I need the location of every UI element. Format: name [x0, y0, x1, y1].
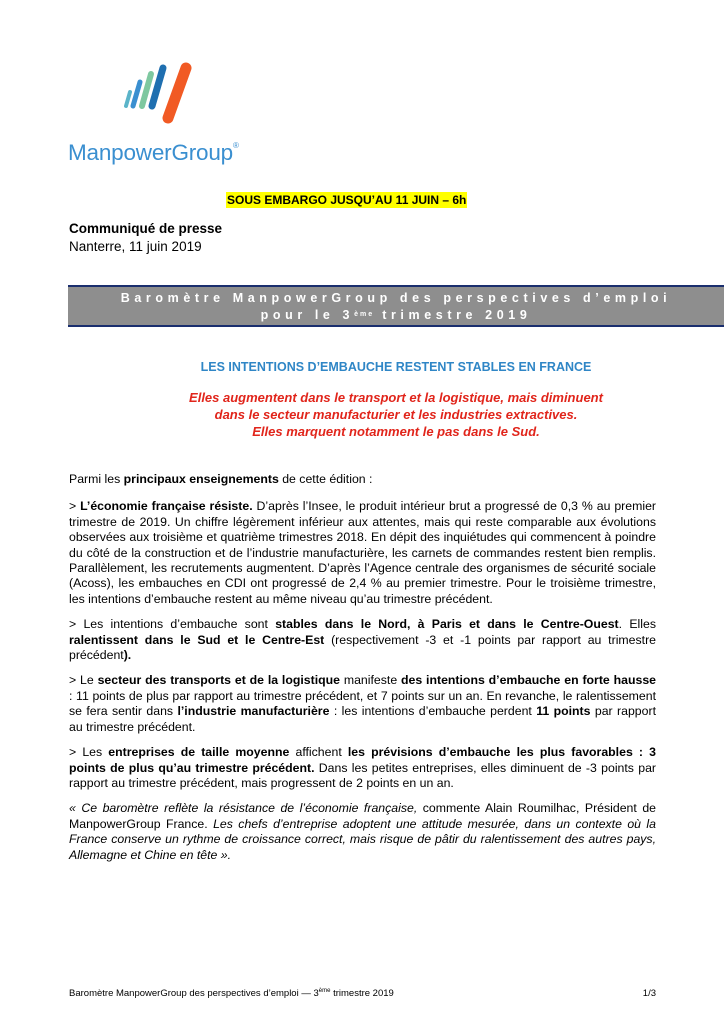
headline: LES INTENTIONS D’EMBAUCHE RESTENT STABLES EN FRANCE — [200, 360, 592, 374]
logo-wordmark: ManpowerGroup® — [68, 140, 239, 165]
subhead-line-3: Elles marquent notamment le pas dans le Sud. — [252, 424, 540, 439]
quote-paragraph: « Ce baromètre reflète la résistance de l’économie française, commente Alain Roumilhac, Président de ManpowerGroup France. Les chefs d’entreprise adoptent une attitude mesurée, dans un contexte où la France conserve un rythme de croissance correct, mais risque de pâtir du ralentissement des autres pays, Allemagne et Chine en tête ». — [69, 801, 657, 862]
press-release-date: Nanterre, 11 juin 2019 — [69, 239, 202, 254]
paragraph-regions: > Les intentions d’embauche sont stables dans le Nord, à Paris et dans le Centre-Ouest. Elles ralentissent dans le Sud et le Centre-Est (respectivement -3 et -1 points par rapport au trimestre précédent). — [69, 617, 657, 663]
paragraph-economy: > L’économie française résiste. D’après l’Insee, le produit intérieur brut a progressé de 0,3 % au premier trimestre de 2019. Un chiffre légèrement inférieur aux attentes, mais qui reste comparable aux évolutions observées aux troisième et quatrième trimestres 2018. En dépit des inquiétudes qui commencent à poindre du côté de la construction et de l’industrie manufacturière, les carnets de commandes restent bien remplis. Parallèlement, les recrutements augmentent. D’après l’Agence centrale des organismes de sécurité sociale (Acoss), les embauches en CDI ont progressé de 2,4 % au premier trimestre. Pour le troisième trimestre, les intentions d’embauche restent au même niveau qu’au trimestre précédent. — [69, 499, 657, 606]
title-banner — [68, 285, 724, 327]
intro-paragraph: Parmi les principaux enseignements de cette édition : — [69, 472, 373, 486]
subhead-line-2: dans le secteur manufacturier et les industries extractives. — [214, 407, 578, 422]
page-footer — [69, 988, 656, 999]
body-text — [69, 472, 656, 873]
embargo-notice: SOUS EMBARGO JUSQU’AU 11 JUIN – 6h — [227, 193, 467, 207]
page-number: 1/3 — [642, 988, 656, 999]
footer-title: Baromètre ManpowerGroup des perspectives d’emploi — 3ème trimestre 2019 — [69, 988, 394, 1000]
logo-mark-icon — [124, 62, 194, 126]
manpowergroup-logo — [68, 62, 268, 172]
paragraph-company-size: > Les entreprises de taille moyenne affichent les prévisions d’embauche les plus favorables : 3 points de plus qu’au trimestre précédent. Dans les petites entreprises, elles diminuent de -3 points par rapport au trimestre précédent, mais progressent de 2 points en un an. — [69, 745, 657, 790]
banner-line-2: pour le 3ème trimestre 2019 — [260, 308, 532, 322]
subheadline — [68, 389, 724, 440]
subhead-line-1: Elles augmentent dans le transport et la logistique, mais diminuent — [189, 390, 603, 405]
banner-line-1: Baromètre ManpowerGroup des perspectives d’emploi — [120, 291, 672, 305]
paragraph-sectors: > Le secteur des transports et de la logistique manifeste des intentions d’embauche en forte hausse : 11 points de plus par rapport au trimestre précédent, et 7 points sur un an. En revanche, le ralentissement se fera sentir dans l’industrie manufacturière : les intentions d’embauche perdent 11 points par rapport au trimestre précédent. — [69, 673, 657, 734]
press-release-title: Communiqué de presse — [69, 221, 223, 236]
